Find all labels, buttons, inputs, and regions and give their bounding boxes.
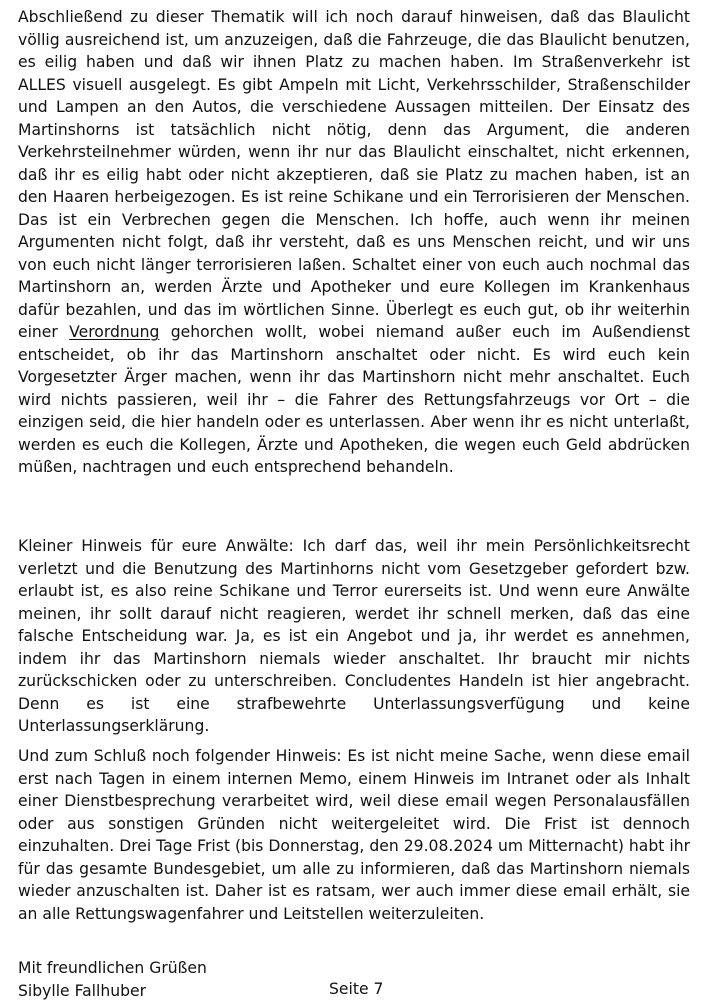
signature-name: Sibylle Fallhuber — [18, 981, 147, 1000]
verordnung-link[interactable]: Verordnung — [69, 323, 160, 341]
paragraph-1-text-b: gehorchen wollt, wobei niemand außer euch im Außendienst entscheidet, ob ihr das Martinshorn anschaltet oder nicht. Es wird euch kein Vorgesetzter Ärger machen, wenn ihr das Martinshorn nicht mehr anschaltet. Euch wird nichts passieren, weil ihr – die Fahrer des Rettungsfahrzeugs vor Ort – die einzigen seid, die hier handeln oder es unterlassen. Aber wenn ihr es nicht unterlaßt, werden es euch die Kollegen, Ärzte und Apotheken, die wegen euch Geld abdrücken müßen, nachtragen und euch entsprechend behandeln. — [18, 323, 690, 476]
paragraph-1-text-a: Abschließend zu dieser Thematik will ich noch darauf hinweisen, daß das Blaulicht völlig ausreichend ist, um anzuzeigen, daß die Fahrzeuge, die das Blaulicht benutzen, es eilig haben und daß wir ihnen Platz zu machen haben. Im Straßenverkehr ist ALLES visuell ausgelegt. Es gibt Ampeln mit Licht, Verkehrsschilder, Straßenschilder und Lampen an den Autos, die verschiedene Aussagen mitteilen. Der Einsatz des Martinshorns ist tatsächlich nicht nötig, denn das Argument, die anderen Verkehrsteilnehmer würden, wenn ihr nur das Blaulicht einschaltet, nicht erkennen, daß ihr es eilig habt oder nicht akzeptieren, daß sie Platz zu machen haben, ist an den Haaren herbeigezogen. Es ist reine Schikane und ein Terrorisieren der Menschen. Das ist ein Verbrechen gegen die Menschen. Ich hoffe, auch wenn ihr meinen Argumenten nicht folgt, daß ihr versteht, daß es uns Menschen reicht, und wir uns von euch nicht länger terrorisieren laßen. Schaltet einer von euch auch nochmal das Martinshorn an, werden Ärzte und Apotheker und eure Kollegen im Krankenhaus dafür bezahlen, und das im wörtlichen Sinne. Überlegt es euch gut, ob ihr weiterhin einer — [18, 8, 690, 341]
paragraph-2: Kleiner Hinweis für eure Anwälte: Ich darf das, weil ihr mein Persönlichkeitsrecht verletzt und die Benutzung des Martinhorns nicht vom Gesetzgeber gefordert bzw. erlaubt ist, es also reine Schikane und Terror eurerseits ist. Und wenn eure Anwälte meinen, ihr sollt darauf nicht reagieren, werdet ihr schnell merken, daß das eine falsche Entscheidung war. Ja, es ist ein Angebot und ja, ihr werdet es annehmen, indem ihr das Martinshorn niemals wieder anschaltet. Ihr braucht mir nichts zurückschicken oder zu unterschreiben. Concludentes Handeln ist hier angebracht. Denn es ist eine strafbewehrte Unterlassungsverfügung und keine Unterlassungserklärung. — [18, 537, 690, 735]
paragraph-3: Und zum Schluß noch folgender Hinweis: Es ist nicht meine Sache, wenn diese email erst nach Tagen in einem internen Memo, einem Hinweis im Intranet oder als Inhalt einer Dienstbesprechung verarbeitet wird, weil diese email wegen Personalausfällen oder aus sonstigen Gründen nicht weitergeleitet wird. Die Frist ist dennoch einzuhalten. Drei Tage Frist (bis Donnerstag, den 29.08.2024 um Mitternacht) habt ihr für das gesamte Bundesgebiet, um alle zu informieren, daß das Martinshorn niemals wieder anzuschalten ist. Daher ist es ratsam, wer auch immer diese email erhält, sie an alle Rettungswagenfahrer und Leitstellen weiterzuleiten. — [18, 747, 690, 923]
closing-block — [18, 957, 207, 1002]
paragraph-1 — [18, 6, 690, 479]
greeting: Mit freundlichen Grüßen — [18, 959, 207, 977]
page-number: Seite 7 — [329, 980, 384, 998]
